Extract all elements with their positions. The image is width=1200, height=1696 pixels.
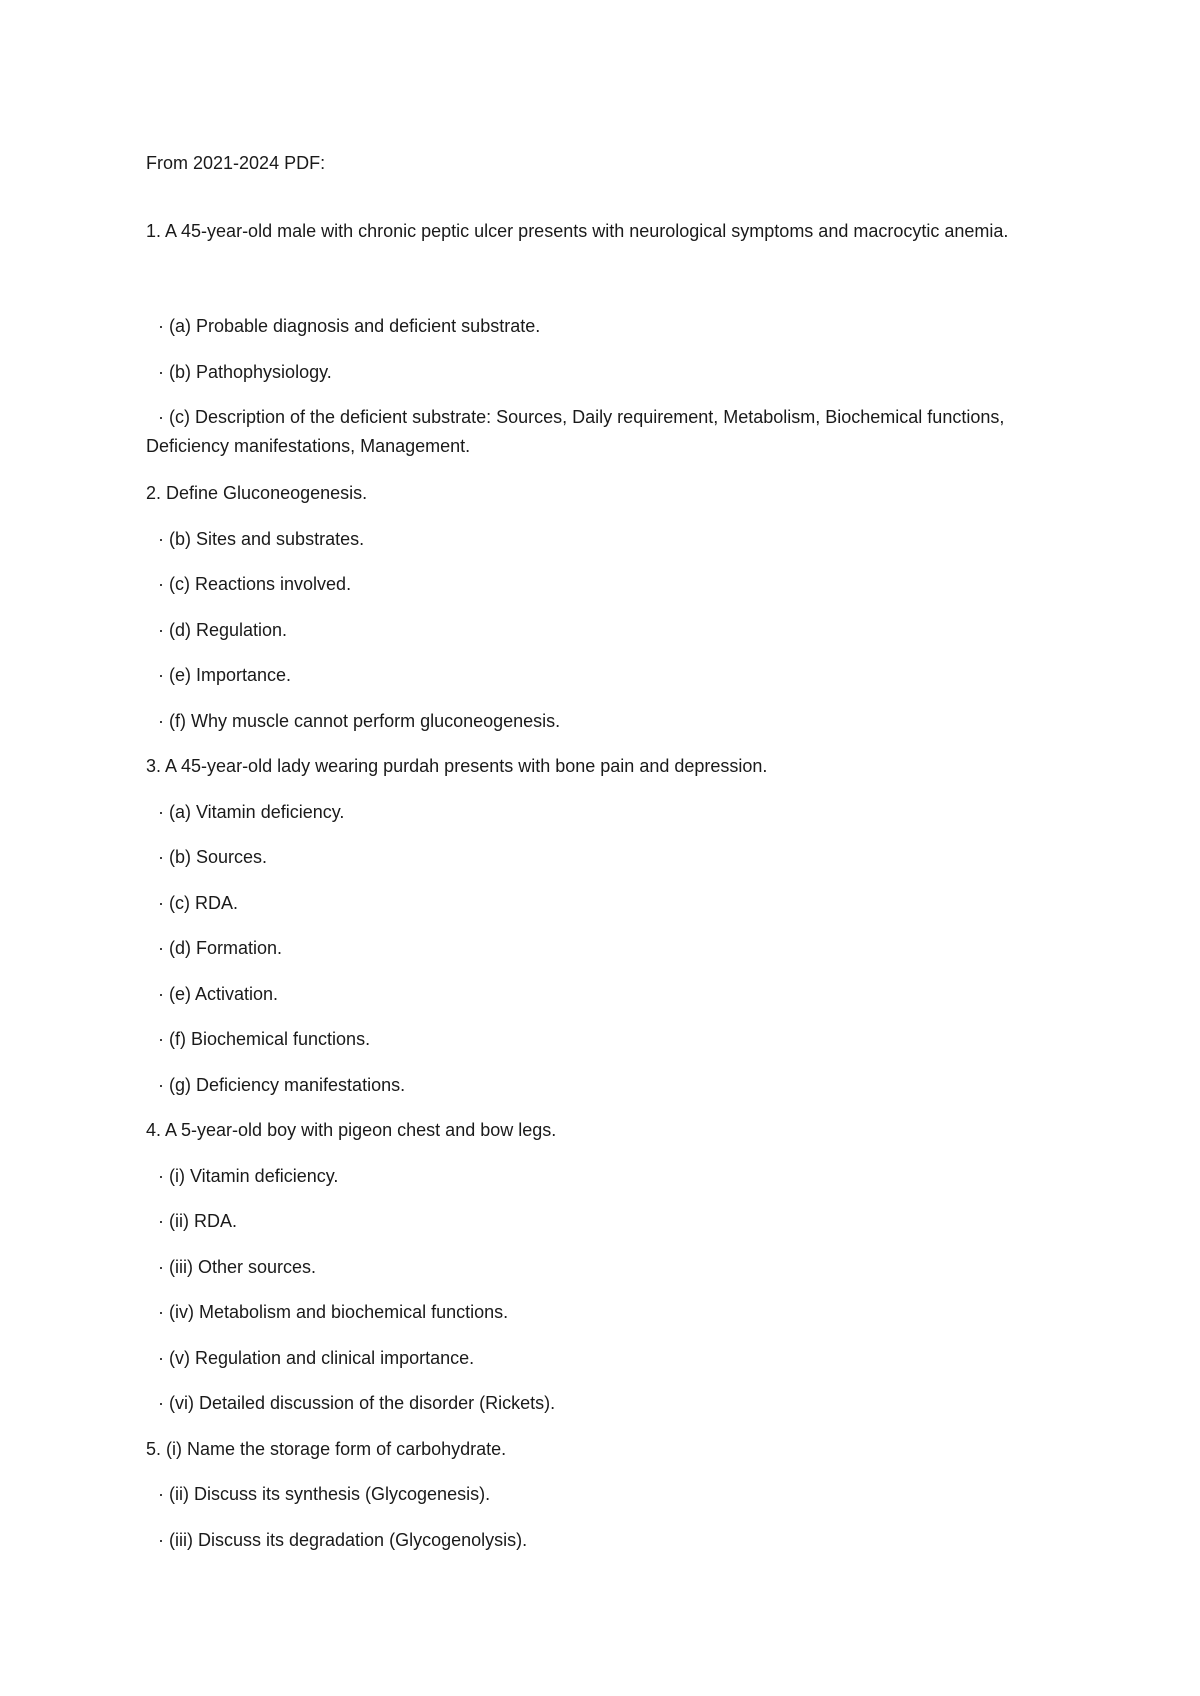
question-5-part-ii: · (ii) Discuss its synthesis (Glycogenesis). <box>158 1484 491 1504</box>
question-1-stem: 1. A 45-year-old male with chronic peptic ulcer presents with neurological symptoms and macrocytic anemia. <box>146 221 1009 241</box>
question-2-part-e: · (e) Importance. <box>158 665 292 685</box>
question-3-part-a: · (a) Vitamin deficiency. <box>158 802 345 822</box>
question-4-part-vi: · (vi) Detailed discussion of the disorder (Rickets). <box>158 1393 556 1413</box>
question-3-part-c: · (c) RDA. <box>158 893 238 913</box>
question-2-part-f: · (f) Why muscle cannot perform gluconeogenesis. <box>158 711 561 731</box>
question-1-part-b: · (b) Pathophysiology. <box>158 362 332 382</box>
question-4-part-v: · (v) Regulation and clinical importance. <box>158 1348 475 1368</box>
question-3-part-f: · (f) Biochemical functions. <box>158 1029 371 1049</box>
question-4-stem: 4. A 5-year-old boy with pigeon chest and bow legs. <box>146 1120 557 1140</box>
question-2-part-b: · (b) Sites and substrates. <box>158 529 365 549</box>
question-5-part-iii: · (iii) Discuss its degradation (Glycogenolysis). <box>158 1530 528 1550</box>
question-1-part-c: · (c) Description of the deficient substrate: Sources, Daily requirement, Metabolism, Biochemical functions, Deficiency manifestations, Management. <box>146 407 1005 456</box>
question-2-part-c: · (c) Reactions involved. <box>158 574 352 594</box>
question-4-part-i: · (i) Vitamin deficiency. <box>158 1166 339 1186</box>
question-2-stem: 2. Define Gluconeogenesis. <box>146 483 368 503</box>
question-3-part-e: · (e) Activation. <box>158 984 279 1004</box>
question-2-part-d: · (d) Regulation. <box>158 620 288 640</box>
question-3-part-g: · (g) Deficiency manifestations. <box>158 1075 406 1095</box>
question-3-stem: 3. A 45-year-old lady wearing purdah presents with bone pain and depression. <box>146 756 768 776</box>
question-4-part-iii: · (iii) Other sources. <box>158 1257 317 1277</box>
document-header: From 2021-2024 PDF: <box>146 153 326 173</box>
question-4-part-iv: · (iv) Metabolism and biochemical functions. <box>158 1302 509 1322</box>
question-5-stem: 5. (i) Name the storage form of carbohydrate. <box>146 1439 507 1459</box>
question-3-part-b: · (b) Sources. <box>158 847 268 867</box>
question-3-part-d: · (d) Formation. <box>158 938 283 958</box>
question-1-part-a: · (a) Probable diagnosis and deficient substrate. <box>158 316 541 336</box>
question-4-part-ii: · (ii) RDA. <box>158 1211 237 1231</box>
